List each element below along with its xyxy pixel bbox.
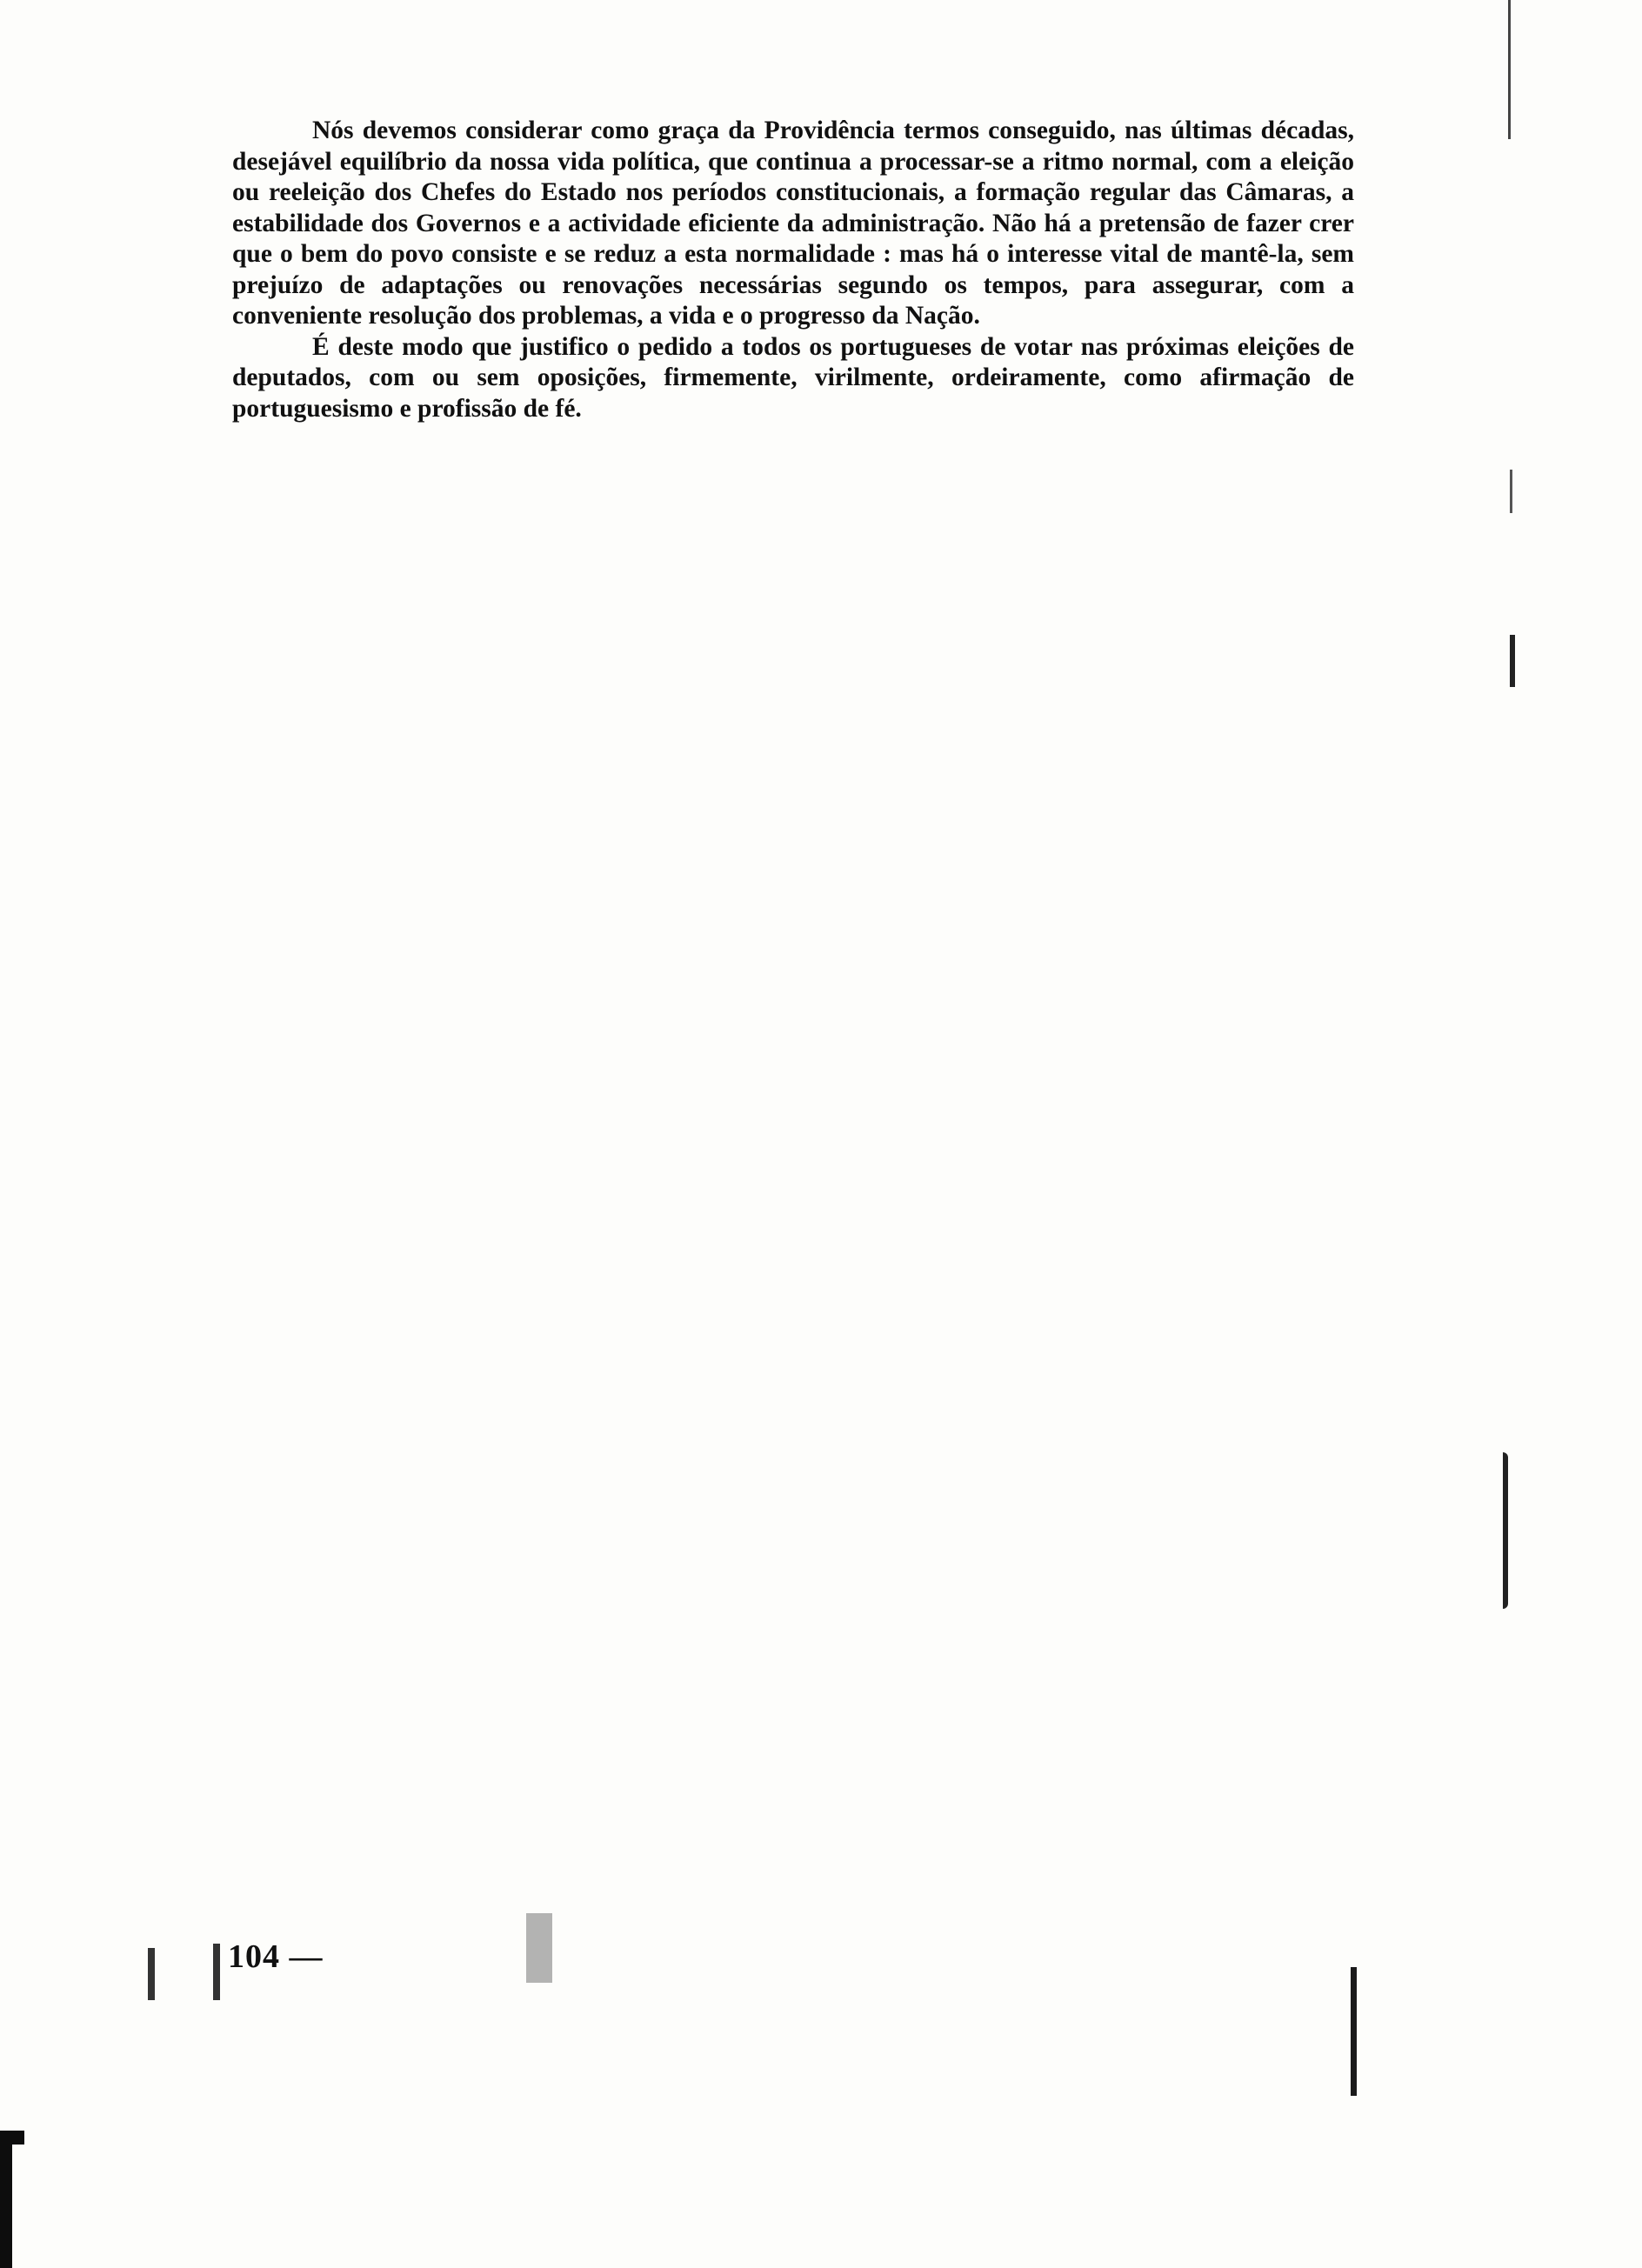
scan-edge-mark (0, 2139, 12, 2268)
paragraph-1: Nós devemos considerar como graça da Providência termos conseguido, nas últimas décadas, desejável equilíbrio da nossa vida política, que continua a processar-se a ritmo normal, com a eleição ou reeleição dos Chefes do Estado nos períodos constitucionais, a formação regular das Câmaras, a estabilidade dos Governos e a actividade eficiente da administração. Não há a pretensão de fazer crer que o bem do povo consiste e se reduz a esta normalidade : mas há o interesse vital de mantê-la, sem prejuízo de adaptações ou renovações necessárias segundo os tempos, para assegurar, com a conveniente resolução dos problemas, a vida e o progresso da Nação. (232, 117, 1354, 330)
scan-edge-mark (0, 2131, 24, 2145)
scan-binding-mark (1510, 470, 1512, 513)
paragraph-2: É deste modo que justifico o pedido a todos os portugueses de votar nas próximas eleições de deputados, com ou sem oposições, firmemente, virilmente, ordeiramente, como afirmação de portuguesismo e profissão de fé. (232, 332, 1354, 423)
scan-binding-mark (1351, 1967, 1357, 2096)
scan-noise-mark (213, 1944, 220, 2000)
scan-binding-mark (1508, 0, 1511, 139)
body-text (232, 116, 1354, 424)
scan-binding-mark (1503, 1452, 1508, 1609)
page-number: 104 — (228, 1938, 324, 1975)
scan-noise-mark (148, 1948, 155, 2000)
scan-noise-mark (526, 1913, 552, 1983)
scan-binding-mark (1510, 635, 1515, 687)
